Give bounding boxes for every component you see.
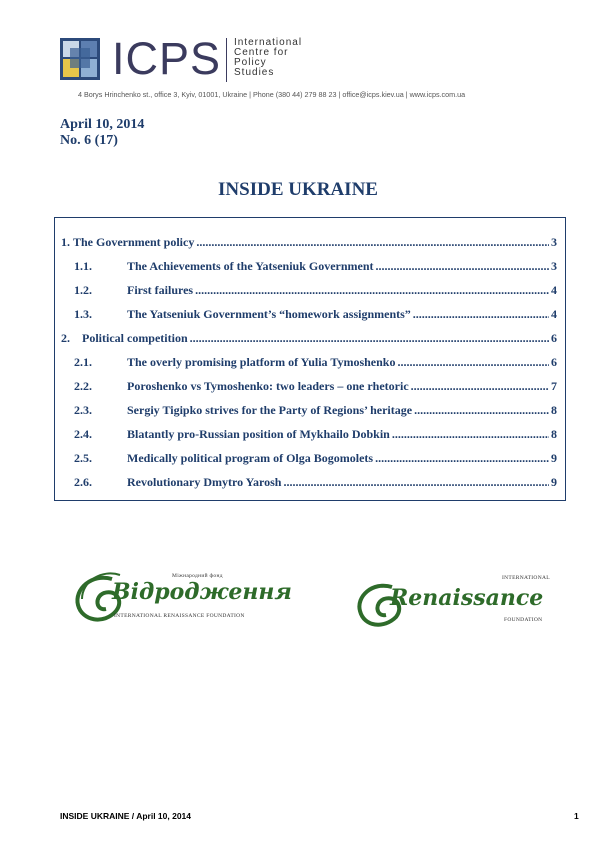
toc-page: 4 xyxy=(551,307,557,321)
toc-entry[interactable] xyxy=(61,330,557,346)
toc-entry[interactable] xyxy=(61,426,557,442)
toc-leader xyxy=(195,283,549,298)
table-of-contents xyxy=(54,217,566,501)
toc-page: 7 xyxy=(551,379,557,393)
toc-page: 8 xyxy=(551,403,557,417)
toc-leader xyxy=(375,451,549,466)
toc-label: The overly promising platform of Yulia Tymoshenko xyxy=(127,355,396,369)
toc-entry[interactable] xyxy=(61,474,557,490)
toc-leader xyxy=(414,403,549,418)
toc-number: 1.3. xyxy=(74,307,92,321)
toc-entry[interactable] xyxy=(61,450,557,466)
toc-label: The Achievements of the Yatseniuk Government xyxy=(127,259,374,273)
toc-entry[interactable] xyxy=(61,306,557,322)
toc-label: Medically political program of Olga Bogomolets xyxy=(127,451,374,465)
toc-entry[interactable] xyxy=(61,234,557,250)
toc-number: 2.2. xyxy=(74,379,92,393)
toc-leader xyxy=(413,307,549,322)
toc-label: Political competition xyxy=(82,331,188,345)
toc-number: 2. xyxy=(61,331,70,345)
logo-top-text: Міжнародний фонд xyxy=(172,573,223,579)
toc-leader xyxy=(397,355,549,370)
toc-number: 1.1. xyxy=(74,259,92,273)
toc-leader xyxy=(283,475,549,490)
toc-leader xyxy=(376,259,549,274)
toc-number: 2.1. xyxy=(74,355,92,369)
logo-top-text: INTERNATIONAL xyxy=(502,575,550,581)
irf-ukrainian-logo xyxy=(72,565,292,629)
toc-label: Revolutionary Dmytro Yarosh xyxy=(127,475,282,489)
toc-leader xyxy=(392,427,549,442)
toc-number: 1.2. xyxy=(74,283,92,297)
toc-label: Blatantly pro-Russian position of Mykhailo Dobkin xyxy=(127,427,390,441)
toc-entry[interactable] xyxy=(61,402,557,418)
toc-entry[interactable] xyxy=(61,354,557,370)
logo-text: ICPS xyxy=(112,33,222,84)
toc-label: First failures xyxy=(127,283,194,297)
toc-number: 2.4. xyxy=(74,427,92,441)
logo-bottom-text: INTERNATIONAL RENAISSANCE FOUNDATION xyxy=(114,613,245,619)
toc-number: 1. xyxy=(61,235,70,249)
toc-leader xyxy=(190,331,549,346)
toc-page: 8 xyxy=(551,427,557,441)
toc-page: 9 xyxy=(551,475,557,489)
toc-number: 2.5. xyxy=(74,451,92,465)
logo-word: Відродження xyxy=(112,579,292,605)
toc-entry[interactable] xyxy=(61,258,557,274)
toc-page: 3 xyxy=(551,259,557,273)
toc-entry[interactable] xyxy=(61,378,557,394)
toc-page: 4 xyxy=(551,283,557,297)
toc-entry[interactable] xyxy=(61,282,557,298)
toc-label: Sergiy Tigipko strives for the Party of Regions’ heritage xyxy=(127,403,413,417)
contact-line: 4 Borys Hrinchenko st., office 3, Kyiv, 01001, Ukraine | Phone (380 44) 279 88 23 | office@icps.kiev.ua | www.icps.com.ua xyxy=(78,90,466,99)
toc-page: 3 xyxy=(551,235,557,249)
issue-number: No. 6 (17) xyxy=(60,133,118,148)
logo-subtitle: International Centre for Policy Studies xyxy=(234,37,303,78)
logo-bottom-text: FOUNDATION xyxy=(504,617,543,623)
toc-label: The Yatseniuk Government’s “homework assignments” xyxy=(127,307,411,321)
page-number: 1 xyxy=(574,811,579,821)
toc-page: 9 xyxy=(551,451,557,465)
logo-word: Renaissance xyxy=(390,585,544,611)
document-title: INSIDE UKRAINE xyxy=(218,179,378,200)
toc-number: 2.3. xyxy=(74,403,92,417)
logo-divider xyxy=(226,38,227,82)
toc-page: 6 xyxy=(551,331,557,345)
footer-text: INSIDE UKRAINE / April 10, 2014 xyxy=(60,811,192,821)
irf-english-logo xyxy=(354,575,550,631)
toc-leader xyxy=(411,379,549,394)
icps-logo-icon xyxy=(60,38,100,80)
toc-leader xyxy=(196,235,549,250)
toc-label: The Government policy xyxy=(73,235,195,249)
toc-page: 6 xyxy=(551,355,557,369)
issue-date: April 10, 2014 xyxy=(60,117,145,132)
toc-label: Poroshenko vs Tymoshenko: two leaders – one rhetoric xyxy=(127,379,409,393)
sponsor-logos xyxy=(0,565,596,635)
toc-number: 2.6. xyxy=(74,475,92,489)
